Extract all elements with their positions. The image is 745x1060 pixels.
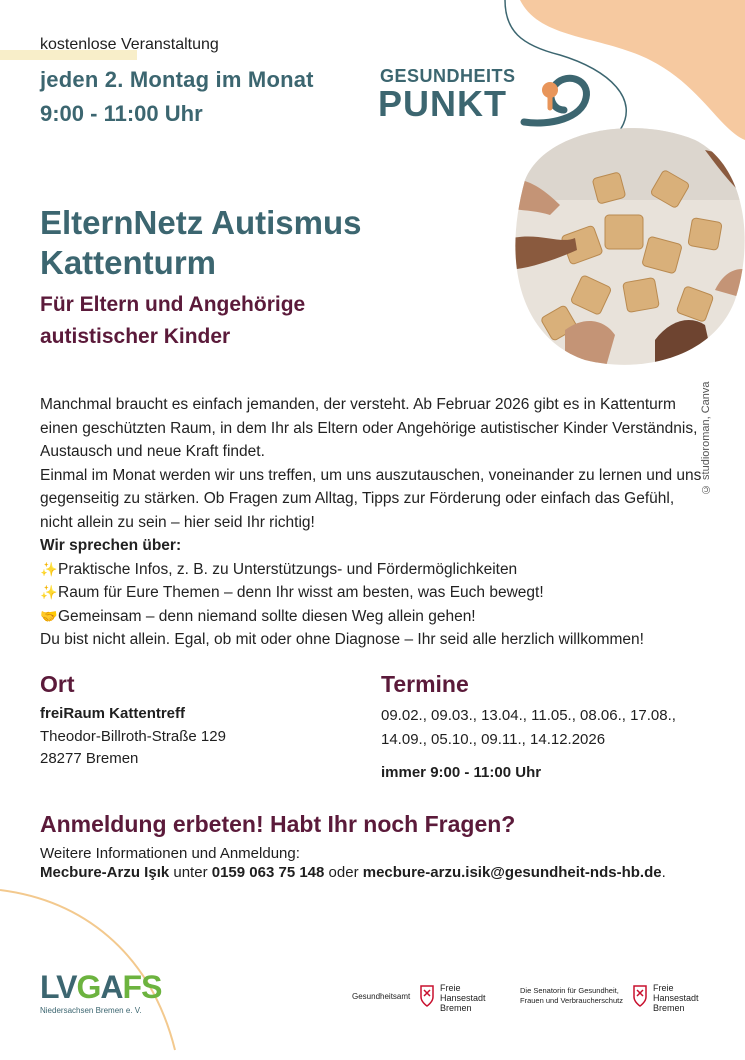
sparkles-icon: ✨	[40, 560, 58, 577]
free-event-label: kostenlose Veranstaltung	[40, 36, 219, 53]
location-street: Theodor-Billroth-Straße 129	[40, 727, 226, 745]
subtitle-line1: Für Eltern und Angehörige	[40, 293, 306, 316]
puzzle-hands-photo	[505, 120, 745, 370]
registration-heading: Anmeldung erbeten! Habt Ihr noch Fragen?	[40, 811, 516, 837]
title-line2: Kattenturm	[40, 244, 217, 281]
contact-phone[interactable]: 0159 063 75 148	[211, 864, 325, 881]
location-name: freiRaum Kattentreff	[40, 705, 186, 722]
gesundheitsamt-label: Gesundheitsamt	[352, 992, 411, 1001]
gesundheitspunkt-logo	[378, 66, 593, 128]
bremen-label-1: Freie Hansestadt Bremen	[440, 983, 486, 1013]
logo-line1: GESUNDHEITS	[380, 66, 516, 86]
topics-heading: Wir sprechen über:	[40, 537, 182, 554]
dates-line1: 09.02., 09.03., 13.04., 11.05., 08.06., 17.08.,	[381, 707, 676, 724]
dates-heading: Termine	[381, 671, 469, 697]
dates-list	[381, 704, 711, 752]
sparkles-icon: ✨	[40, 584, 58, 600]
logo-line2: PUNKT	[378, 83, 507, 124]
registration-contact: Mecbure-Arzu Işık unter 0159 063 75 148 oder mecbure-arzu.isik@gesundheit-nds-hb.de.	[40, 864, 666, 881]
contact-email-link[interactable]: mecbure-arzu.isik@gesundheit-nds-hb.de	[362, 864, 662, 881]
bremen-label-2: Freie Hansestadt Bremen	[653, 983, 699, 1013]
senator-label: Die Senatorin für Gesundheit, Frauen und Verbraucherschutz	[520, 986, 623, 1005]
intro-paragraph: Manchmal braucht es einfach jemanden, der versteht. Ab Februar 2026 gibt es in Kattenturm einen geschützten Raum, in dem Ihr als Eltern oder Angehörige autistischer Kinder Verständnis, Austausch und neue Kraft findet.	[40, 396, 698, 460]
bremen-crest-icon	[633, 985, 647, 1007]
bremen-crest-icon	[420, 985, 434, 1007]
page-title	[40, 203, 500, 283]
location-details	[40, 703, 226, 771]
location-city: 28277 Bremen	[40, 750, 139, 767]
closing-paragraph: Du bist nicht allein. Egal, ob mit oder ohne Diagnose – Ihr seid alle herzlich willkommen!	[40, 631, 644, 648]
list-item: 🤝Gemeinsam – denn niemand sollte diesen Weg allein gehen!	[40, 605, 705, 629]
time-label: 9:00 - 11:00 Uhr	[40, 101, 203, 126]
list-item: ✨Praktische Infos, z. B. zu Unterstützungs- und Fördermöglichkeiten	[40, 558, 705, 582]
handshake-icon: 🤝	[40, 607, 58, 624]
page-subtitle	[40, 289, 500, 353]
registration-info: Weitere Informationen und Anmeldung:	[40, 845, 300, 862]
location-heading: Ort	[40, 671, 75, 697]
title-line1: ElternNetz Autismus	[40, 204, 362, 241]
contact-name: Mecbure-Arzu Işık	[40, 864, 170, 881]
list-item: ✨Raum für Eure Themen – denn Ihr wisst am besten, was Euch bewegt!	[40, 581, 705, 605]
second-paragraph: Einmal im Monat werden wir uns treffen, um uns auszutauschen, voneinander zu lernen und uns gegenseitig zu stärken. Ob Fragen zum Alltag, Tipps zur Förderung oder einfach das Gefühl, nicht allein zu sein – hier seid Ihr richtig!	[40, 466, 702, 531]
lvg-logo-text: LVGAFS	[40, 969, 162, 1005]
description-body	[40, 393, 705, 652]
dates-time: immer 9:00 - 11:00 Uhr	[381, 764, 542, 781]
lvg-logo-subtitle: Niedersachsen Bremen e. V.	[40, 1006, 142, 1015]
dates-line2: 14.09., 05.10., 09.11., 14.12.2026	[381, 731, 606, 748]
photo-credit: © studioroman, Canva	[700, 381, 712, 495]
subtitle-line2: autistischer Kinder	[40, 325, 231, 348]
schedule-label: jeden 2. Montag im Monat	[40, 67, 314, 92]
lvg-logo	[40, 970, 160, 1025]
